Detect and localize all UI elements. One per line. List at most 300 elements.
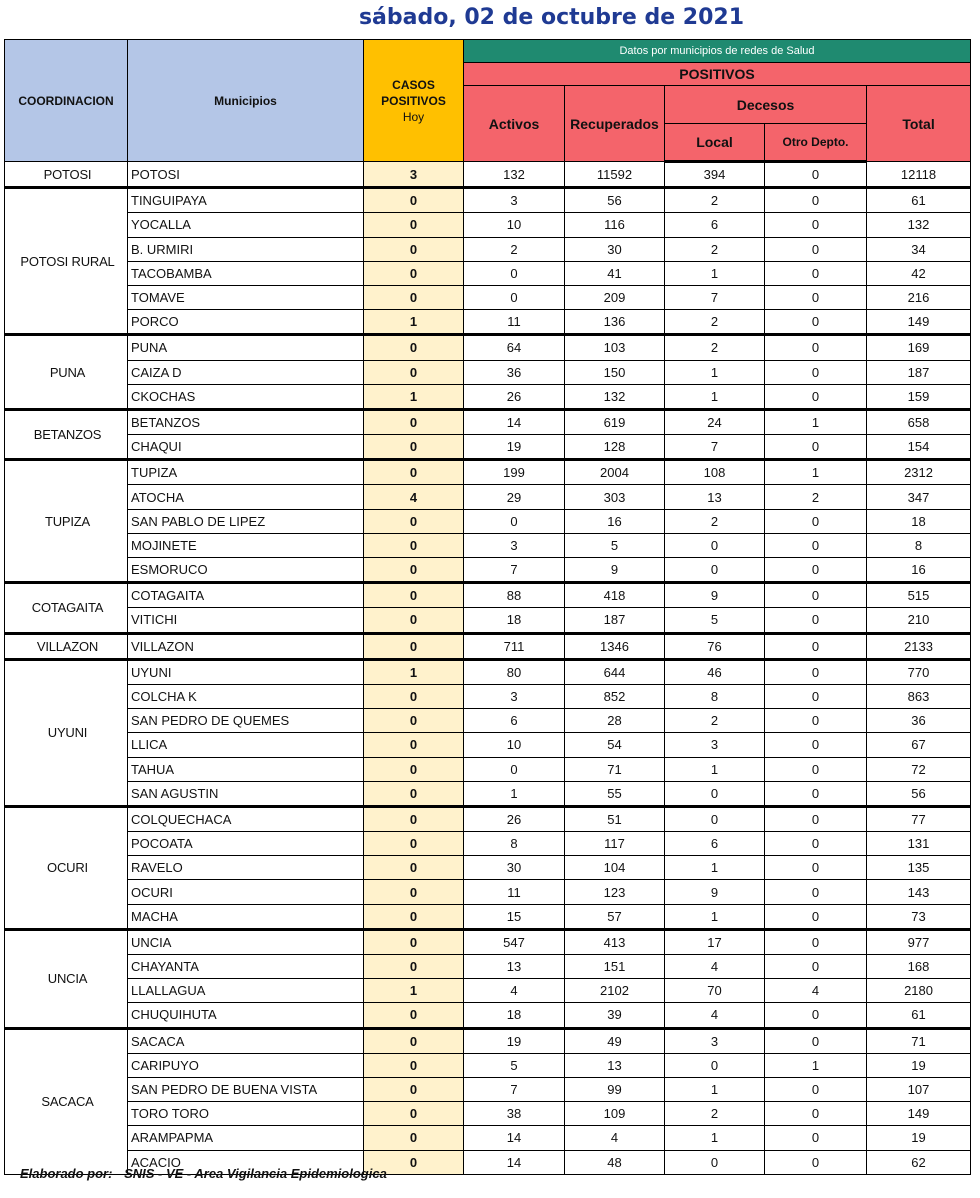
table-row <box>5 1077 971 1101</box>
header-municipios: Municipios <box>128 40 364 162</box>
table-row <box>5 460 971 485</box>
cell-activos: 3 <box>464 684 565 708</box>
cell-coordinacion: UYUNI <box>5 659 128 806</box>
cell-coordinacion: POTOSI <box>5 162 128 188</box>
cell-decesos-otro: 0 <box>765 558 867 583</box>
cell-recuperados: 51 <box>565 806 665 831</box>
cell-total: 149 <box>867 310 971 335</box>
cell-total: 149 <box>867 1102 971 1126</box>
cell-municipio: ATOCHA <box>128 485 364 509</box>
table-row <box>5 1102 971 1126</box>
table-row <box>5 733 971 757</box>
cell-municipio: MACHA <box>128 904 364 929</box>
cell-total: 131 <box>867 832 971 856</box>
cell-municipio: CKOCHAS <box>128 384 364 409</box>
cell-municipio: CARIPUYO <box>128 1053 364 1077</box>
header-positivos: POSITIVOS <box>464 63 971 86</box>
cell-casos-hoy: 0 <box>364 880 464 904</box>
cell-municipio: ARAMPAPMA <box>128 1126 364 1150</box>
table-row <box>5 659 971 684</box>
cell-total: 154 <box>867 435 971 460</box>
cell-casos-hoy: 0 <box>364 856 464 880</box>
cell-total: 62 <box>867 1150 971 1174</box>
cell-decesos-local: 6 <box>665 213 765 237</box>
cell-municipio: CHAQUI <box>128 435 364 460</box>
cell-municipio: SAN PEDRO DE BUENA VISTA <box>128 1077 364 1101</box>
cell-casos-hoy: 0 <box>364 1003 464 1028</box>
cell-decesos-otro: 0 <box>765 929 867 954</box>
cell-total: 8 <box>867 533 971 557</box>
cell-total: 863 <box>867 684 971 708</box>
cell-recuperados: 2004 <box>565 460 665 485</box>
cell-municipio: VITICHI <box>128 608 364 633</box>
cell-decesos-otro: 1 <box>765 1053 867 1077</box>
cell-activos: 10 <box>464 213 565 237</box>
cell-recuperados: 56 <box>565 188 665 213</box>
cell-total: 977 <box>867 929 971 954</box>
cell-decesos-local: 1 <box>665 1126 765 1150</box>
cell-casos-hoy: 0 <box>364 1028 464 1053</box>
cell-activos: 64 <box>464 335 565 360</box>
cell-total: 36 <box>867 709 971 733</box>
cell-recuperados: 303 <box>565 485 665 509</box>
table-row <box>5 583 971 608</box>
cell-municipio: SAN PEDRO DE QUEMES <box>128 709 364 733</box>
header-datos-municipios: Datos por municipios de redes de Salud <box>464 40 971 63</box>
cell-decesos-otro: 0 <box>765 213 867 237</box>
header-activos: Activos <box>464 86 565 162</box>
cell-recuperados: 49 <box>565 1028 665 1053</box>
cell-activos: 88 <box>464 583 565 608</box>
cell-decesos-otro: 0 <box>765 1126 867 1150</box>
cell-activos: 132 <box>464 162 565 188</box>
cell-recuperados: 418 <box>565 583 665 608</box>
cell-decesos-otro: 0 <box>765 360 867 384</box>
cell-casos-hoy: 1 <box>364 310 464 335</box>
table-row <box>5 485 971 509</box>
cell-recuperados: 30 <box>565 237 665 261</box>
cell-casos-hoy: 3 <box>364 162 464 188</box>
cell-municipio: ACACIO <box>128 1150 364 1174</box>
cell-municipio: B. URMIRI <box>128 237 364 261</box>
cell-coordinacion: COTAGAITA <box>5 583 128 633</box>
cell-recuperados: 9 <box>565 558 665 583</box>
cell-casos-hoy: 4 <box>364 485 464 509</box>
cell-activos: 0 <box>464 285 565 309</box>
cell-decesos-local: 4 <box>665 955 765 979</box>
cell-decesos-otro: 0 <box>765 583 867 608</box>
cell-decesos-local: 2 <box>665 237 765 261</box>
cell-total: 2312 <box>867 460 971 485</box>
cell-activos: 38 <box>464 1102 565 1126</box>
cell-activos: 3 <box>464 188 565 213</box>
cell-municipio: TACOBAMBA <box>128 261 364 285</box>
cell-casos-hoy: 1 <box>364 384 464 409</box>
cell-activos: 2 <box>464 237 565 261</box>
cell-total: 19 <box>867 1126 971 1150</box>
cell-coordinacion: UNCIA <box>5 929 128 1028</box>
cell-decesos-otro: 0 <box>765 608 867 633</box>
cell-activos: 18 <box>464 608 565 633</box>
cell-decesos-local: 0 <box>665 806 765 831</box>
cell-decesos-otro: 0 <box>765 509 867 533</box>
table-row <box>5 509 971 533</box>
table-row <box>5 162 971 188</box>
cell-decesos-otro: 0 <box>765 310 867 335</box>
cell-casos-hoy: 1 <box>364 659 464 684</box>
cell-municipio: BETANZOS <box>128 409 364 434</box>
cell-decesos-local: 4 <box>665 1003 765 1028</box>
cell-activos: 14 <box>464 1150 565 1174</box>
cell-decesos-local: 1 <box>665 1077 765 1101</box>
cell-municipio: PORCO <box>128 310 364 335</box>
cell-casos-hoy: 0 <box>364 806 464 831</box>
table-body <box>5 162 971 1175</box>
cell-casos-hoy: 0 <box>364 781 464 806</box>
cell-decesos-local: 2 <box>665 188 765 213</box>
cell-activos: 13 <box>464 955 565 979</box>
cell-recuperados: 150 <box>565 360 665 384</box>
table-row <box>5 384 971 409</box>
cell-municipio: SAN AGUSTIN <box>128 781 364 806</box>
header-decesos: Decesos <box>665 86 867 124</box>
cell-casos-hoy: 0 <box>364 213 464 237</box>
cell-decesos-local: 108 <box>665 460 765 485</box>
cell-total: 61 <box>867 1003 971 1028</box>
cell-casos-hoy: 0 <box>364 929 464 954</box>
cell-decesos-local: 0 <box>665 558 765 583</box>
cell-casos-hoy: 0 <box>364 261 464 285</box>
cell-casos-hoy: 0 <box>364 509 464 533</box>
cell-decesos-local: 1 <box>665 360 765 384</box>
cell-casos-hoy: 0 <box>364 1077 464 1101</box>
table-row <box>5 285 971 309</box>
cell-recuperados: 136 <box>565 310 665 335</box>
cell-recuperados: 619 <box>565 409 665 434</box>
cell-activos: 14 <box>464 1126 565 1150</box>
table-row <box>5 904 971 929</box>
cell-municipio: TOMAVE <box>128 285 364 309</box>
cell-decesos-local: 1 <box>665 261 765 285</box>
table-row <box>5 360 971 384</box>
cell-casos-hoy: 0 <box>364 583 464 608</box>
cell-decesos-local: 9 <box>665 880 765 904</box>
cell-decesos-local: 2 <box>665 709 765 733</box>
cell-municipio: UYUNI <box>128 659 364 684</box>
cell-decesos-otro: 0 <box>765 955 867 979</box>
header-total: Total <box>867 86 971 162</box>
table-row <box>5 1053 971 1077</box>
cell-coordinacion: PUNA <box>5 335 128 410</box>
cell-casos-hoy: 0 <box>364 409 464 434</box>
cell-coordinacion: POTOSI RURAL <box>5 188 128 335</box>
cell-decesos-otro: 1 <box>765 409 867 434</box>
cell-activos: 11 <box>464 880 565 904</box>
cell-municipio: SAN PABLO DE LIPEZ <box>128 509 364 533</box>
cell-recuperados: 57 <box>565 904 665 929</box>
cell-casos-hoy: 0 <box>364 335 464 360</box>
table-row <box>5 237 971 261</box>
table-row <box>5 781 971 806</box>
cell-total: 19 <box>867 1053 971 1077</box>
cell-municipio: TUPIZA <box>128 460 364 485</box>
cell-recuperados: 71 <box>565 757 665 781</box>
cell-total: 168 <box>867 955 971 979</box>
cell-decesos-otro: 0 <box>765 709 867 733</box>
footer-value: SNIS - VE - Area Vigilancia Epidemiologica <box>124 1166 387 1181</box>
cell-coordinacion: BETANZOS <box>5 409 128 459</box>
cell-recuperados: 39 <box>565 1003 665 1028</box>
cell-casos-hoy: 0 <box>364 558 464 583</box>
cell-total: 169 <box>867 335 971 360</box>
cell-casos-hoy: 0 <box>364 188 464 213</box>
table-row <box>5 533 971 557</box>
cell-decesos-local: 2 <box>665 310 765 335</box>
cell-total: 73 <box>867 904 971 929</box>
covid-cases-table <box>4 39 971 1175</box>
cell-decesos-otro: 1 <box>765 460 867 485</box>
cell-casos-hoy: 0 <box>364 435 464 460</box>
cell-municipio: CHUQUIHUTA <box>128 1003 364 1028</box>
cell-decesos-otro: 0 <box>765 806 867 831</box>
cell-municipio: SACACA <box>128 1028 364 1053</box>
table-row <box>5 633 971 659</box>
cell-decesos-otro: 0 <box>765 781 867 806</box>
cell-decesos-otro: 0 <box>765 261 867 285</box>
table-row <box>5 558 971 583</box>
cell-decesos-local: 1 <box>665 904 765 929</box>
cell-total: 107 <box>867 1077 971 1101</box>
cell-decesos-local: 2 <box>665 1102 765 1126</box>
cell-total: 515 <box>867 583 971 608</box>
cell-decesos-otro: 0 <box>765 880 867 904</box>
cell-activos: 19 <box>464 435 565 460</box>
cell-recuperados: 99 <box>565 1077 665 1101</box>
cell-activos: 547 <box>464 929 565 954</box>
cell-decesos-local: 6 <box>665 832 765 856</box>
cell-decesos-local: 46 <box>665 659 765 684</box>
cell-decesos-local: 1 <box>665 757 765 781</box>
cell-decesos-otro: 0 <box>765 659 867 684</box>
cell-recuperados: 104 <box>565 856 665 880</box>
cell-decesos-otro: 0 <box>765 335 867 360</box>
table-row <box>5 832 971 856</box>
cell-total: 132 <box>867 213 971 237</box>
cell-total: 34 <box>867 237 971 261</box>
cell-coordinacion: SACACA <box>5 1028 128 1174</box>
cell-casos-hoy: 0 <box>364 757 464 781</box>
cell-decesos-otro: 0 <box>765 435 867 460</box>
header-casos-line1: CASOS <box>392 77 435 92</box>
cell-casos-hoy: 0 <box>364 904 464 929</box>
cell-decesos-otro: 0 <box>765 684 867 708</box>
cell-total: 56 <box>867 781 971 806</box>
cell-municipio: RAVELO <box>128 856 364 880</box>
cell-decesos-otro: 0 <box>765 1028 867 1053</box>
cell-casos-hoy: 0 <box>364 1053 464 1077</box>
cell-activos: 80 <box>464 659 565 684</box>
cell-activos: 26 <box>464 384 565 409</box>
header-otro-depto: Otro Depto. <box>765 124 867 162</box>
cell-decesos-otro: 0 <box>765 188 867 213</box>
cell-recuperados: 4 <box>565 1126 665 1150</box>
cell-activos: 1 <box>464 781 565 806</box>
cell-activos: 19 <box>464 1028 565 1053</box>
cell-activos: 0 <box>464 757 565 781</box>
cell-municipio: POCOATA <box>128 832 364 856</box>
cell-decesos-local: 0 <box>665 533 765 557</box>
cell-decesos-otro: 0 <box>765 533 867 557</box>
cell-decesos-otro: 0 <box>765 733 867 757</box>
cell-decesos-local: 76 <box>665 633 765 659</box>
cell-activos: 36 <box>464 360 565 384</box>
cell-activos: 711 <box>464 633 565 659</box>
cell-decesos-local: 394 <box>665 162 765 188</box>
cell-total: 159 <box>867 384 971 409</box>
cell-activos: 8 <box>464 832 565 856</box>
cell-activos: 0 <box>464 261 565 285</box>
cell-decesos-otro: 0 <box>765 237 867 261</box>
cell-activos: 4 <box>464 979 565 1003</box>
cell-decesos-local: 0 <box>665 1053 765 1077</box>
cell-decesos-local: 7 <box>665 435 765 460</box>
cell-activos: 6 <box>464 709 565 733</box>
cell-casos-hoy: 1 <box>364 979 464 1003</box>
table-row <box>5 213 971 237</box>
table-row <box>5 806 971 831</box>
cell-coordinacion: OCURI <box>5 806 128 929</box>
cell-decesos-local: 0 <box>665 781 765 806</box>
cell-casos-hoy: 0 <box>364 733 464 757</box>
cell-casos-hoy: 0 <box>364 285 464 309</box>
cell-decesos-local: 7 <box>665 285 765 309</box>
cell-casos-hoy: 0 <box>364 709 464 733</box>
cell-decesos-local: 70 <box>665 979 765 1003</box>
cell-decesos-otro: 0 <box>765 162 867 188</box>
cell-activos: 11 <box>464 310 565 335</box>
cell-casos-hoy: 0 <box>364 1150 464 1174</box>
cell-casos-hoy: 0 <box>364 237 464 261</box>
cell-decesos-local: 5 <box>665 608 765 633</box>
cell-recuperados: 48 <box>565 1150 665 1174</box>
header-recuperados: Recuperados <box>565 86 665 162</box>
cell-decesos-local: 1 <box>665 856 765 880</box>
table-row <box>5 435 971 460</box>
cell-recuperados: 16 <box>565 509 665 533</box>
cell-recuperados: 109 <box>565 1102 665 1126</box>
cell-total: 143 <box>867 880 971 904</box>
cell-recuperados: 644 <box>565 659 665 684</box>
cell-decesos-local: 1 <box>665 384 765 409</box>
cell-total: 216 <box>867 285 971 309</box>
cell-decesos-local: 13 <box>665 485 765 509</box>
cell-total: 2133 <box>867 633 971 659</box>
cell-recuperados: 5 <box>565 533 665 557</box>
cell-municipio: OCURI <box>128 880 364 904</box>
table-row <box>5 409 971 434</box>
cell-activos: 26 <box>464 806 565 831</box>
cell-casos-hoy: 0 <box>364 1102 464 1126</box>
cell-municipio: TORO TORO <box>128 1102 364 1126</box>
cell-municipio: YOCALLA <box>128 213 364 237</box>
cell-activos: 7 <box>464 558 565 583</box>
cell-total: 347 <box>867 485 971 509</box>
cell-decesos-otro: 0 <box>765 757 867 781</box>
cell-total: 770 <box>867 659 971 684</box>
cell-recuperados: 123 <box>565 880 665 904</box>
cell-decesos-local: 2 <box>665 509 765 533</box>
page-title: sábado, 02 de octubre de 2021 <box>358 5 745 30</box>
table-row <box>5 880 971 904</box>
header-local: Local <box>665 124 765 162</box>
cell-recuperados: 2102 <box>565 979 665 1003</box>
cell-recuperados: 55 <box>565 781 665 806</box>
header-coordinacion: COORDINACION <box>5 40 128 162</box>
cell-decesos-local: 3 <box>665 1028 765 1053</box>
cell-total: 210 <box>867 608 971 633</box>
cell-activos: 199 <box>464 460 565 485</box>
cell-total: 658 <box>867 409 971 434</box>
table-row <box>5 684 971 708</box>
cell-total: 16 <box>867 558 971 583</box>
cell-decesos-otro: 0 <box>765 904 867 929</box>
cell-municipio: MOJINETE <box>128 533 364 557</box>
cell-decesos-otro: 2 <box>765 485 867 509</box>
cell-decesos-otro: 0 <box>765 832 867 856</box>
cell-total: 77 <box>867 806 971 831</box>
cell-municipio: POTOSI <box>128 162 364 188</box>
cell-total: 135 <box>867 856 971 880</box>
cell-activos: 30 <box>464 856 565 880</box>
cell-recuperados: 151 <box>565 955 665 979</box>
table-row <box>5 955 971 979</box>
cell-municipio: COLCHA K <box>128 684 364 708</box>
table-row <box>5 261 971 285</box>
cell-municipio: COLQUECHACA <box>128 806 364 831</box>
cell-decesos-local: 2 <box>665 335 765 360</box>
cell-activos: 7 <box>464 1077 565 1101</box>
cell-total: 67 <box>867 733 971 757</box>
cell-casos-hoy: 0 <box>364 460 464 485</box>
cell-activos: 18 <box>464 1003 565 1028</box>
table-row <box>5 757 971 781</box>
cell-recuperados: 413 <box>565 929 665 954</box>
cell-recuperados: 103 <box>565 335 665 360</box>
cell-decesos-otro: 0 <box>765 1077 867 1101</box>
cell-decesos-otro: 0 <box>765 1003 867 1028</box>
cell-total: 18 <box>867 509 971 533</box>
table-row <box>5 335 971 360</box>
table-row <box>5 1003 971 1028</box>
cell-decesos-local: 17 <box>665 929 765 954</box>
cell-decesos-local: 9 <box>665 583 765 608</box>
cell-decesos-local: 24 <box>665 409 765 434</box>
cell-municipio: LLALLAGUA <box>128 979 364 1003</box>
cell-casos-hoy: 0 <box>364 832 464 856</box>
cell-recuperados: 11592 <box>565 162 665 188</box>
cell-recuperados: 13 <box>565 1053 665 1077</box>
cell-activos: 29 <box>464 485 565 509</box>
header-casos-positivos-hoy <box>364 40 464 162</box>
cell-decesos-local: 3 <box>665 733 765 757</box>
cell-decesos-otro: 0 <box>765 1102 867 1126</box>
table-row <box>5 709 971 733</box>
cell-recuperados: 117 <box>565 832 665 856</box>
cell-decesos-otro: 0 <box>765 633 867 659</box>
cell-recuperados: 132 <box>565 384 665 409</box>
cell-casos-hoy: 0 <box>364 955 464 979</box>
cell-decesos-otro: 4 <box>765 979 867 1003</box>
